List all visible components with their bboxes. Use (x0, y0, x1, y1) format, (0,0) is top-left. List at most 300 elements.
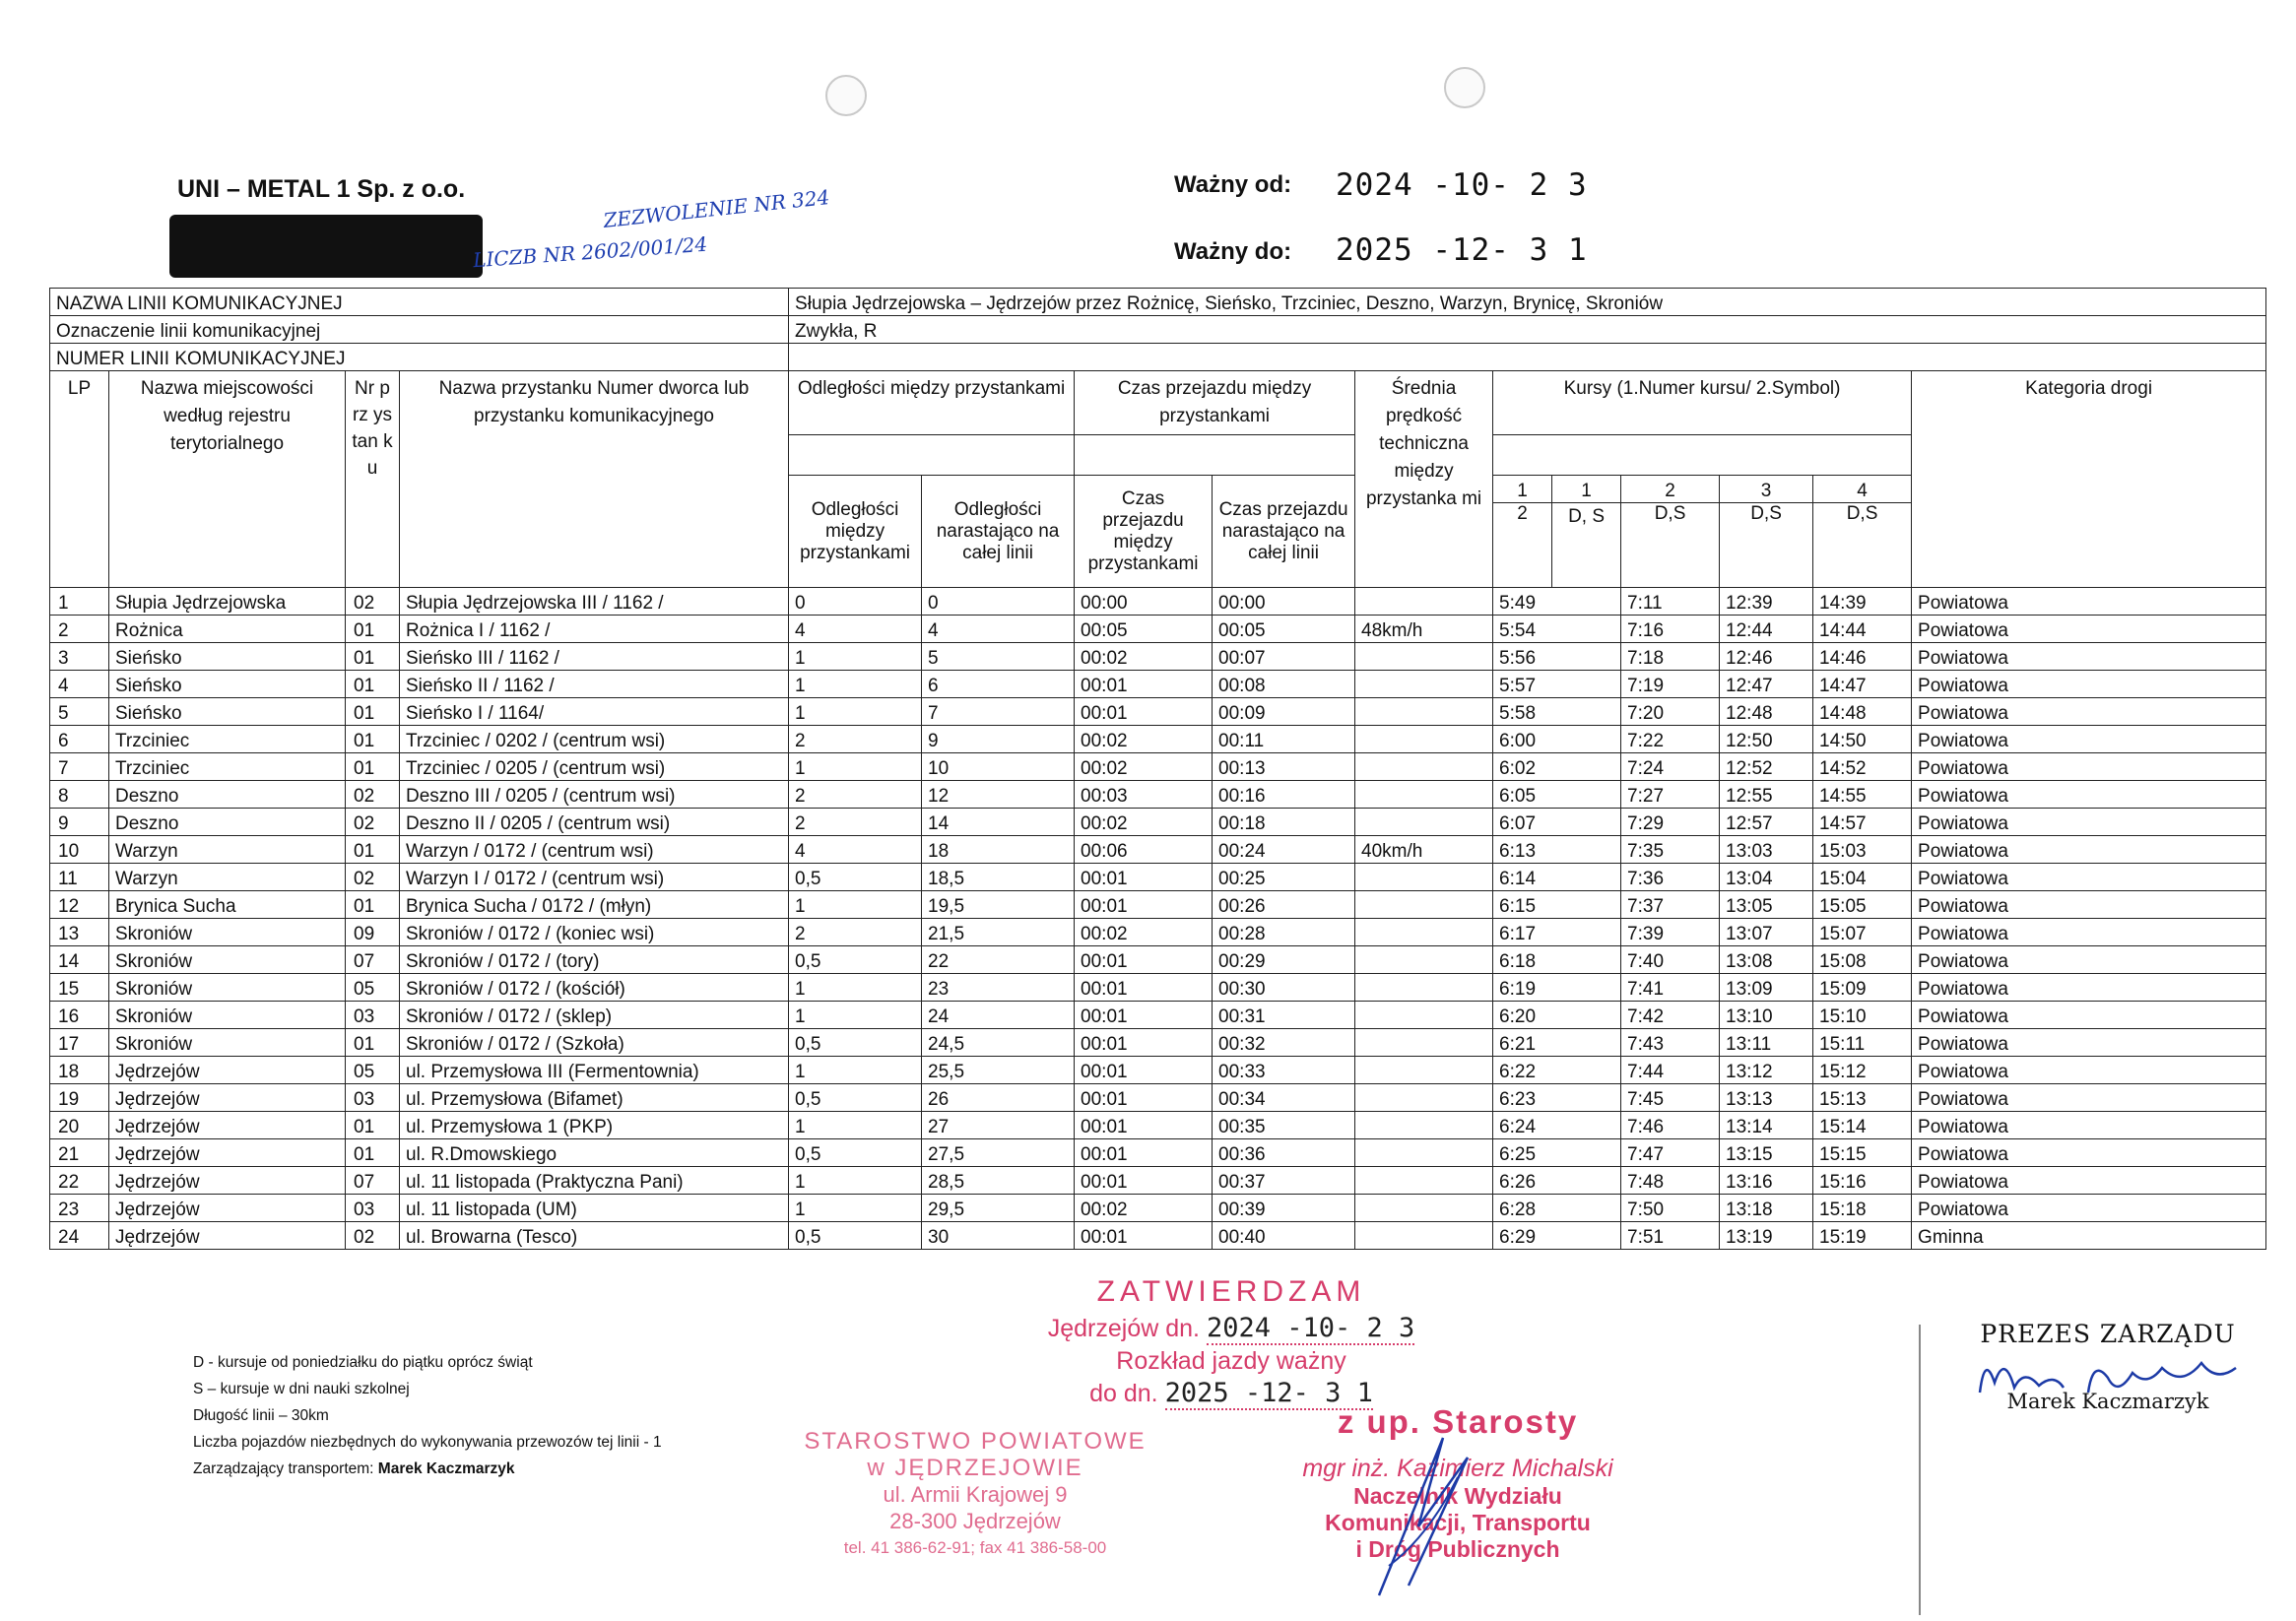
cell-stop-name: Trzciniec / 0205 / (centrum wsi) (400, 753, 789, 781)
cell-course-3: 13:03 (1720, 836, 1813, 864)
cell-course-4: 14:46 (1813, 643, 1912, 671)
office-stamp-line1: STAROSTWO POWIATOWE (804, 1428, 1147, 1455)
cell-dist-cumulative: 30 (922, 1222, 1075, 1250)
col-dist-cumulative: Odległości narastająco na całej linii (922, 476, 1075, 588)
cell-speed (1355, 588, 1493, 616)
office-stamp-line5: tel. 41 386-62-91; fax 41 386-58-00 (843, 1538, 1107, 1557)
cell-time-cumulative: 00:18 (1213, 809, 1355, 836)
cell-locality: Sieńsko (109, 671, 346, 698)
line-name-value: Słupia Jędrzejowska – Jędrzejów przez Rożnicę, Sieńsko, Trzciniec, Deszno, Warzyn, Brynicę, Skroniów (789, 289, 2266, 316)
cell-stop-name: ul. Przemysłowa III (Fermentownia) (400, 1057, 789, 1084)
cell-locality: Jędrzejów (109, 1139, 346, 1167)
board-stamp-name: Marek Kaczmarzyk (2006, 1390, 2209, 1413)
cell-locality: Deszno (109, 809, 346, 836)
cell-course-1: 6:28 (1493, 1195, 1621, 1222)
cell-road-category: Powiatowa (1912, 616, 2266, 643)
cell-course-2: 7:37 (1621, 891, 1720, 919)
cell-dist-cumulative: 14 (922, 809, 1075, 836)
cell-course-3: 13:14 (1720, 1112, 1813, 1139)
cell-dist-between: 1 (789, 1002, 922, 1029)
punch-hole-left (825, 75, 867, 116)
cell-road-category: Powiatowa (1912, 753, 2266, 781)
cell-speed (1355, 891, 1493, 919)
cell-lp: 20 (50, 1112, 109, 1139)
cell-course-4: 15:10 (1813, 1002, 1912, 1029)
cell-stop-number: 01 (346, 1112, 400, 1139)
timetable-rows (50, 588, 2266, 1250)
cell-course-3: 13:04 (1720, 864, 1813, 891)
cell-locality: Trzciniec (109, 753, 346, 781)
course-number-1: 1 (1493, 476, 1552, 503)
cell-course-2: 7:39 (1621, 919, 1720, 946)
line-number-value (789, 344, 2266, 371)
cell-course-3: 13:08 (1720, 946, 1813, 974)
cell-stop-name: Skroniów / 0172 / (tory) (400, 946, 789, 974)
cell-stop-name: Trzciniec / 0202 / (centrum wsi) (400, 726, 789, 753)
cell-course-1: 6:25 (1493, 1139, 1621, 1167)
cell-time-between: 00:01 (1075, 891, 1213, 919)
cell-road-category: Powiatowa (1912, 836, 2266, 864)
cell-locality: Sieńsko (109, 698, 346, 726)
cell-course-1: 6:14 (1493, 864, 1621, 891)
table-row (50, 1084, 2266, 1112)
cell-course-2: 7:42 (1621, 1002, 1720, 1029)
cell-speed (1355, 1222, 1493, 1250)
cell-course-4: 15:05 (1813, 891, 1912, 919)
cell-dist-between: 1 (789, 698, 922, 726)
cell-course-2: 7:41 (1621, 974, 1720, 1002)
cell-stop-number: 01 (346, 1139, 400, 1167)
cell-course-4: 14:39 (1813, 588, 1912, 616)
cell-stop-name: ul. 11 listopada (Praktyczna Pani) (400, 1167, 789, 1195)
cell-course-2: 7:24 (1621, 753, 1720, 781)
cell-course-3: 13:16 (1720, 1167, 1813, 1195)
cell-lp: 9 (50, 809, 109, 836)
cell-dist-cumulative: 4 (922, 616, 1075, 643)
cell-stop-name: ul. 11 listopada (UM) (400, 1195, 789, 1222)
cell-speed (1355, 1112, 1493, 1139)
cell-course-1: 6:18 (1493, 946, 1621, 974)
cell-locality: Jędrzejów (109, 1057, 346, 1084)
col-stop-name: Nazwa przystanku Numer dworca lub przystanku komunikacyjnego (400, 371, 789, 588)
cell-course-4: 14:57 (1813, 809, 1912, 836)
cell-course-4: 15:04 (1813, 864, 1912, 891)
cell-course-2: 7:18 (1621, 643, 1720, 671)
cell-course-3: 13:09 (1720, 974, 1813, 1002)
cell-time-between: 00:02 (1075, 919, 1213, 946)
table-row (50, 1167, 2266, 1195)
cell-course-2: 7:40 (1621, 946, 1720, 974)
handwritten-license: LICZB NR 2602/001/24 (472, 231, 708, 273)
cell-course-3: 13:15 (1720, 1139, 1813, 1167)
table-row (50, 809, 2266, 836)
cell-stop-name: Deszno II / 0205 / (centrum wsi) (400, 809, 789, 836)
cell-stop-number: 01 (346, 836, 400, 864)
cell-dist-between: 1 (789, 671, 922, 698)
cell-course-3: 13:13 (1720, 1084, 1813, 1112)
cell-course-1: 6:02 (1493, 753, 1621, 781)
cell-stop-number: 01 (346, 616, 400, 643)
cell-course-1: 6:20 (1493, 1002, 1621, 1029)
official-stamp-line5: i Dróg Publicznych (1355, 1536, 1560, 1562)
cell-time-cumulative: 00:32 (1213, 1029, 1355, 1057)
company-name: UNI – METAL 1 Sp. z o.o. (177, 175, 466, 203)
cell-time-cumulative: 00:29 (1213, 946, 1355, 974)
col-dist-between: Odległości między przystankami (789, 476, 922, 588)
times-spacer (1075, 435, 1355, 476)
cell-speed (1355, 1195, 1493, 1222)
cell-speed (1355, 946, 1493, 974)
cell-course-1: 6:26 (1493, 1167, 1621, 1195)
cell-dist-cumulative: 6 (922, 671, 1075, 698)
table-row (50, 1002, 2266, 1029)
cell-dist-cumulative: 18 (922, 836, 1075, 864)
cell-road-category: Powiatowa (1912, 588, 2266, 616)
cell-time-cumulative: 00:09 (1213, 698, 1355, 726)
cell-dist-between: 2 (789, 919, 922, 946)
designation-value: Zwykła, R (789, 316, 2266, 344)
cell-time-between: 00:01 (1075, 1057, 1213, 1084)
cell-dist-cumulative: 27 (922, 1112, 1075, 1139)
board-stamp (1960, 1320, 2256, 1413)
cell-stop-name: Słupia Jędrzejowska III / 1162 / (400, 588, 789, 616)
approval-date-2: 2025 -12- 3 1 (1164, 1378, 1373, 1408)
cell-locality: Słupia Jędrzejowska (109, 588, 346, 616)
cell-course-2: 7:43 (1621, 1029, 1720, 1057)
legend-manager-label: Zarządzający transportem: (193, 1460, 378, 1477)
table-row (50, 671, 2266, 698)
cell-stop-number: 01 (346, 891, 400, 919)
cell-dist-between: 0,5 (789, 1139, 922, 1167)
cell-course-2: 7:20 (1621, 698, 1720, 726)
table-row (50, 946, 2266, 974)
cell-road-category: Powiatowa (1912, 1029, 2266, 1057)
cell-course-4: 15:03 (1813, 836, 1912, 864)
col-lp: LP (50, 371, 109, 588)
col-time-between: Czas przejazdu między przystankami (1075, 476, 1213, 588)
cell-speed (1355, 643, 1493, 671)
official-signature (1349, 1418, 1487, 1605)
cell-course-4: 15:07 (1813, 919, 1912, 946)
col-speed: Średnia prędkość techniczna między przystanka mi (1355, 371, 1493, 588)
cell-stop-name: Sieńsko II / 1162 / (400, 671, 789, 698)
cell-road-category: Powiatowa (1912, 671, 2266, 698)
cell-road-category: Powiatowa (1912, 809, 2266, 836)
cell-time-cumulative: 00:37 (1213, 1167, 1355, 1195)
cell-time-cumulative: 00:31 (1213, 1002, 1355, 1029)
cell-course-1: 6:00 (1493, 726, 1621, 753)
cell-course-3: 12:57 (1720, 809, 1813, 836)
cell-road-category: Powiatowa (1912, 919, 2266, 946)
cell-lp: 13 (50, 919, 109, 946)
cell-dist-between: 2 (789, 781, 922, 809)
cell-road-category: Powiatowa (1912, 864, 2266, 891)
cell-stop-number: 01 (346, 1029, 400, 1057)
cell-speed (1355, 1029, 1493, 1057)
cell-dist-cumulative: 26 (922, 1084, 1075, 1112)
cell-time-cumulative: 00:36 (1213, 1139, 1355, 1167)
cell-speed (1355, 1084, 1493, 1112)
cell-course-2: 7:45 (1621, 1084, 1720, 1112)
cell-dist-between: 0,5 (789, 946, 922, 974)
legend-s: S – kursuje w dni nauki szkolnej (193, 1381, 410, 1397)
table-row (50, 1029, 2266, 1057)
cell-course-4: 14:44 (1813, 616, 1912, 643)
cell-stop-number: 02 (346, 781, 400, 809)
cell-stop-name: Sieńsko I / 1164/ (400, 698, 789, 726)
cell-lp: 24 (50, 1222, 109, 1250)
cell-time-cumulative: 00:13 (1213, 753, 1355, 781)
cell-road-category: Powiatowa (1912, 698, 2266, 726)
cell-lp: 18 (50, 1057, 109, 1084)
cell-course-2: 7:47 (1621, 1139, 1720, 1167)
cell-time-between: 00:01 (1075, 698, 1213, 726)
cell-time-cumulative: 00:16 (1213, 781, 1355, 809)
valid-to-label: Ważny do: (1174, 238, 1292, 265)
line-number-row (50, 344, 2266, 371)
cell-dist-between: 0,5 (789, 864, 922, 891)
office-stamp-line2: w JĘDRZEJOWIE (867, 1455, 1083, 1481)
cell-course-3: 13:11 (1720, 1029, 1813, 1057)
valid-from-date: 2024 -10- 2 3 (1336, 167, 1588, 203)
cell-dist-between: 2 (789, 809, 922, 836)
cell-course-4: 15:19 (1813, 1222, 1912, 1250)
cell-lp: 1 (50, 588, 109, 616)
cell-time-between: 00:03 (1075, 781, 1213, 809)
official-stamp-line4: Komunikacji, Transportu (1325, 1510, 1591, 1535)
cell-course-4: 15:18 (1813, 1195, 1912, 1222)
cell-dist-between: 0 (789, 588, 922, 616)
cell-locality: Skroniów (109, 946, 346, 974)
line-number-label: NUMER LINII KOMUNIKACYJNEJ (50, 344, 789, 371)
cell-course-3: 13:07 (1720, 919, 1813, 946)
cell-road-category: Powiatowa (1912, 1167, 2266, 1195)
cell-course-4: 14:47 (1813, 671, 1912, 698)
cell-dist-cumulative: 18,5 (922, 864, 1075, 891)
cell-time-between: 00:01 (1075, 1167, 1213, 1195)
cell-lp: 19 (50, 1084, 109, 1112)
cell-stop-number: 01 (346, 671, 400, 698)
cell-course-1: 5:58 (1493, 698, 1621, 726)
cell-time-between: 00:00 (1075, 588, 1213, 616)
col-road-category: Kategoria drogi (1912, 371, 2266, 588)
cell-dist-between: 1 (789, 1195, 922, 1222)
cell-time-between: 00:02 (1075, 809, 1213, 836)
cell-course-1: 6:07 (1493, 809, 1621, 836)
cell-course-2: 7:46 (1621, 1112, 1720, 1139)
cell-road-category: Powiatowa (1912, 1002, 2266, 1029)
approval-date-line (1034, 1313, 1428, 1345)
cell-locality: Brynica Sucha (109, 891, 346, 919)
col-courses: Kursy (1.Numer kursu/ 2.Symbol) (1493, 371, 1912, 435)
office-stamp (778, 1428, 1172, 1561)
cell-lp: 12 (50, 891, 109, 919)
col-times: Czas przejazdu między przystankami (1075, 371, 1355, 435)
approval-validity: Rozkład jazdy ważny (1116, 1347, 1346, 1375)
cell-road-category: Gminna (1912, 1222, 2266, 1250)
cell-speed (1355, 919, 1493, 946)
cell-locality: Warzyn (109, 864, 346, 891)
cell-time-cumulative: 00:00 (1213, 588, 1355, 616)
cell-lp: 14 (50, 946, 109, 974)
cell-course-2: 7:36 (1621, 864, 1720, 891)
table-row (50, 643, 2266, 671)
official-stamp-line2: mgr inż. Kazimierz Michalski (1302, 1455, 1613, 1482)
cell-road-category: Powiatowa (1912, 781, 2266, 809)
cell-stop-number: 02 (346, 1222, 400, 1250)
distances-spacer (789, 435, 1075, 476)
cell-time-cumulative: 00:33 (1213, 1057, 1355, 1084)
cell-course-3: 12:44 (1720, 616, 1813, 643)
cell-stop-number: 07 (346, 946, 400, 974)
cell-speed (1355, 1139, 1493, 1167)
cell-time-between: 00:01 (1075, 1222, 1213, 1250)
cell-locality: Jędrzejów (109, 1195, 346, 1222)
cell-time-cumulative: 00:40 (1213, 1222, 1355, 1250)
cell-course-3: 12:46 (1720, 643, 1813, 671)
cell-time-cumulative: 00:35 (1213, 1112, 1355, 1139)
cell-stop-name: Warzyn / 0172 / (centrum wsi) (400, 836, 789, 864)
cell-road-category: Powiatowa (1912, 1057, 2266, 1084)
cell-stop-name: ul. Browarna (Tesco) (400, 1222, 789, 1250)
cell-locality: Deszno (109, 781, 346, 809)
cell-course-4: 15:13 (1813, 1084, 1912, 1112)
approval-stamp (1034, 1275, 1428, 1410)
cell-locality: Jędrzejów (109, 1084, 346, 1112)
cell-dist-cumulative: 29,5 (922, 1195, 1075, 1222)
approval-date-1: 2024 -10- 2 3 (1206, 1313, 1415, 1343)
table-row (50, 588, 2266, 616)
cell-dist-cumulative: 24,5 (922, 1029, 1075, 1057)
cell-time-between: 00:01 (1075, 974, 1213, 1002)
cell-speed (1355, 974, 1493, 1002)
cell-time-cumulative: 00:05 (1213, 616, 1355, 643)
cell-dist-cumulative: 7 (922, 698, 1075, 726)
cell-dist-cumulative: 9 (922, 726, 1075, 753)
table-row (50, 726, 2266, 753)
cell-dist-cumulative: 23 (922, 974, 1075, 1002)
cell-time-between: 00:02 (1075, 1195, 1213, 1222)
table-row (50, 1057, 2266, 1084)
cell-time-between: 00:01 (1075, 1002, 1213, 1029)
cell-course-1: 6:22 (1493, 1057, 1621, 1084)
cell-stop-number: 01 (346, 643, 400, 671)
cell-stop-name: Skroniów / 0172 / (kościół) (400, 974, 789, 1002)
cell-dist-cumulative: 21,5 (922, 919, 1075, 946)
cell-course-3: 13:05 (1720, 891, 1813, 919)
cell-lp: 3 (50, 643, 109, 671)
cell-time-between: 00:01 (1075, 1112, 1213, 1139)
cell-dist-between: 1 (789, 1167, 922, 1195)
legend-manager-name: Marek Kaczmarzyk (377, 1460, 515, 1477)
cell-course-1: 5:57 (1493, 671, 1621, 698)
cell-course-2: 7:44 (1621, 1057, 1720, 1084)
cell-stop-name: ul. R.Dmowskiego (400, 1139, 789, 1167)
course-number-5: 4 (1813, 476, 1912, 503)
cell-locality: Skroniów (109, 919, 346, 946)
table-row (50, 1112, 2266, 1139)
cell-time-between: 00:06 (1075, 836, 1213, 864)
col-distances: Odległości między przystankami (789, 371, 1075, 435)
cell-time-cumulative: 00:26 (1213, 891, 1355, 919)
designation-label: Oznaczenie linii komunikacyjnej (50, 316, 789, 344)
cell-dist-cumulative: 24 (922, 1002, 1075, 1029)
cell-stop-number: 03 (346, 1195, 400, 1222)
approval-until: do dn. (1089, 1380, 1158, 1407)
cell-course-1: 6:23 (1493, 1084, 1621, 1112)
cell-dist-between: 1 (789, 1112, 922, 1139)
cell-stop-name: ul. Przemysłowa (Bifamet) (400, 1084, 789, 1112)
cell-course-2: 7:27 (1621, 781, 1720, 809)
cell-time-cumulative: 00:25 (1213, 864, 1355, 891)
cell-course-1: 6:13 (1493, 836, 1621, 864)
cell-stop-number: 05 (346, 1057, 400, 1084)
cell-locality: Sieńsko (109, 643, 346, 671)
cell-lp: 22 (50, 1167, 109, 1195)
cell-lp: 17 (50, 1029, 109, 1057)
course-number-2: 1 (1552, 476, 1621, 503)
cell-lp: 11 (50, 864, 109, 891)
cell-stop-number: 05 (346, 974, 400, 1002)
cell-time-between: 00:01 (1075, 1139, 1213, 1167)
legend-manager (193, 1456, 662, 1482)
board-stamp-title: PREZES ZARZĄDU (1980, 1320, 2236, 1348)
cell-time-between: 00:02 (1075, 643, 1213, 671)
cell-locality: Jędrzejów (109, 1222, 346, 1250)
course-symbol-5: D,S (1813, 503, 1912, 588)
cell-lp: 21 (50, 1139, 109, 1167)
cell-course-3: 13:19 (1720, 1222, 1813, 1250)
handwritten-permit: ZEZWOLENIE NR 324 (602, 185, 831, 232)
cell-speed: 40km/h (1355, 836, 1493, 864)
cell-locality: Trzciniec (109, 726, 346, 753)
cell-stop-number: 02 (346, 864, 400, 891)
approval-place: Jędrzejów dn. (1047, 1315, 1200, 1342)
cell-speed (1355, 864, 1493, 891)
cell-course-4: 15:16 (1813, 1167, 1912, 1195)
cell-stop-number: 07 (346, 1167, 400, 1195)
signature-divider (1919, 1325, 1921, 1615)
cell-dist-cumulative: 28,5 (922, 1167, 1075, 1195)
cell-time-cumulative: 00:34 (1213, 1084, 1355, 1112)
cell-stop-name: Skroniów / 0172 / (koniec wsi) (400, 919, 789, 946)
cell-time-cumulative: 00:30 (1213, 974, 1355, 1002)
cell-road-category: Powiatowa (1912, 1112, 2266, 1139)
cell-course-2: 7:29 (1621, 809, 1720, 836)
designation-row (50, 316, 2266, 344)
table-row (50, 974, 2266, 1002)
cell-time-between: 00:01 (1075, 1084, 1213, 1112)
cell-stop-name: Warzyn I / 0172 / (centrum wsi) (400, 864, 789, 891)
table-row (50, 1139, 2266, 1167)
cell-time-between: 00:01 (1075, 1029, 1213, 1057)
cell-stop-number: 09 (346, 919, 400, 946)
line-name-row (50, 289, 2266, 316)
table-row (50, 1195, 2266, 1222)
cell-lp: 2 (50, 616, 109, 643)
redacted-block (169, 215, 483, 278)
cell-course-4: 14:52 (1813, 753, 1912, 781)
cell-time-between: 00:02 (1075, 726, 1213, 753)
cell-course-2: 7:35 (1621, 836, 1720, 864)
table-row (50, 698, 2266, 726)
cell-course-1: 6:29 (1493, 1222, 1621, 1250)
cell-course-3: 12:48 (1720, 698, 1813, 726)
cell-speed (1355, 1002, 1493, 1029)
cell-time-cumulative: 00:08 (1213, 671, 1355, 698)
cell-course-1: 6:19 (1493, 974, 1621, 1002)
legend (193, 1349, 662, 1482)
